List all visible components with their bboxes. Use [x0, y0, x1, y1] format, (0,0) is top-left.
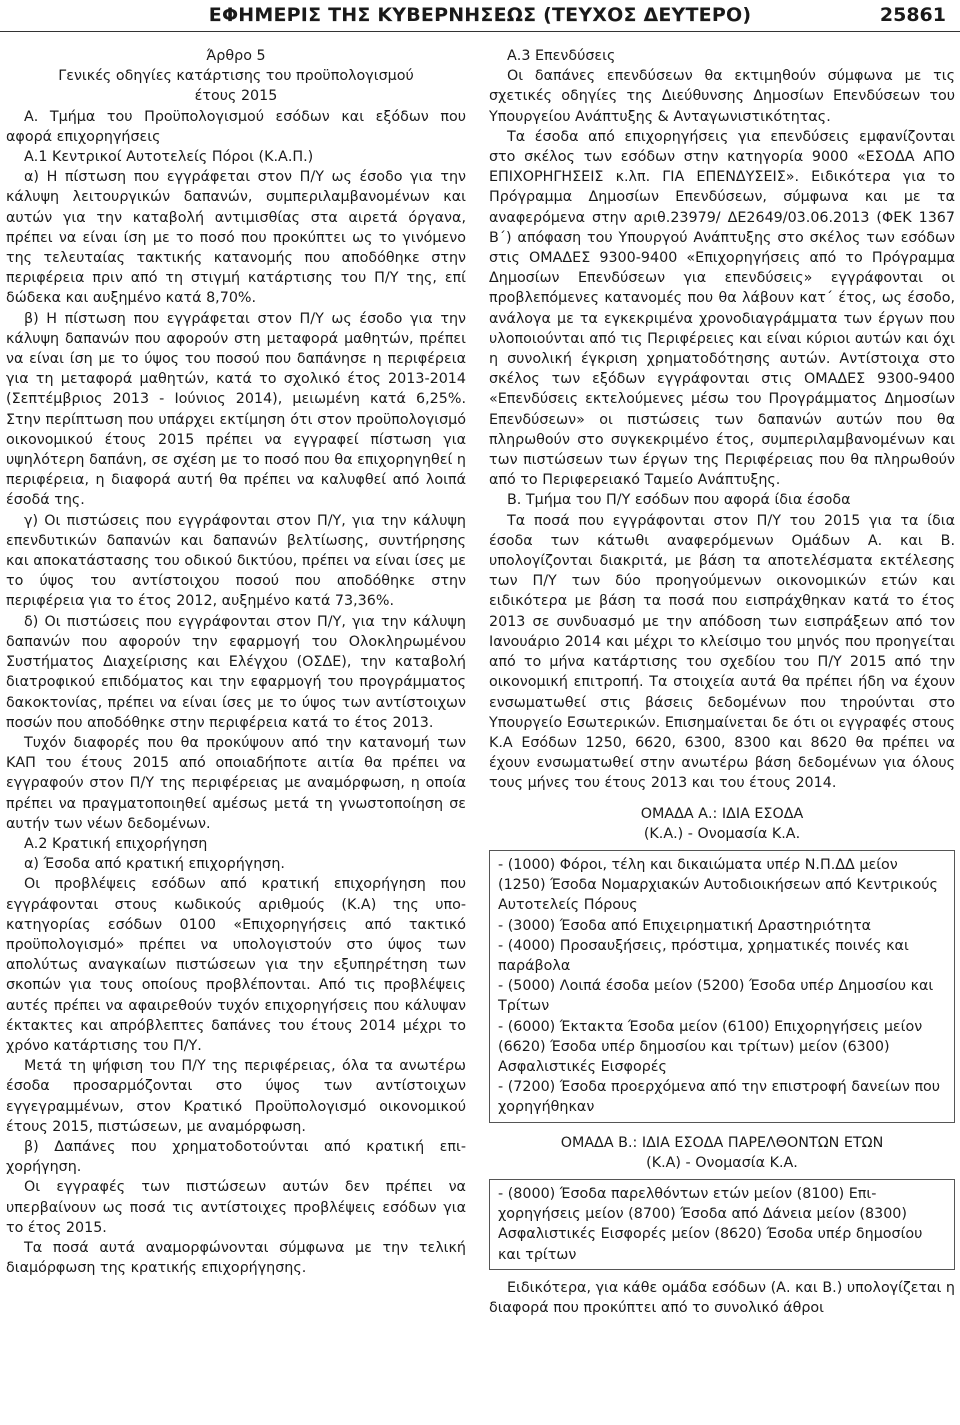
- revenue-code-item: - (7200) Έσοδα προερχόμενα από την επιστροφή δανείων που χορηγήθηκαν: [498, 1079, 941, 1116]
- right_top-paragraph: Οι δαπάνες επενδύσεων θα εκτιμηθούν σύμφωνα με τις σχετικές οδηγίες της Διεύθυνσης Δημοσίων Επενδύσεων του Υπουργείου Ανάπτυξης & Ανταγωνιστικότητας.: [489, 68, 955, 125]
- group-b-title-line2: (Κ.Α) - Ονομασία Κ.Α.: [646, 1154, 798, 1171]
- left-paragraph: Τα ποσά αυτά αναμορφώνονται σύμφωνα με την τελική διαμόρφωση της κρατικής επιχορήγησης.: [6, 1239, 466, 1277]
- page-number: 25861: [879, 4, 946, 26]
- revenue-code-item: - (1000) Φόροι, τέλη και δικαιώματα υπέρ Ν.Π.ΔΔ μείον (1250) Έσοδα Νομαρχιακών Αυτοδιοικήσεων από Κεντρικούς Αυτοτελείς Πόρους: [498, 856, 938, 914]
- right_top-paragraph: Β. Τμήμα του Π/Υ εσόδων που αφορά ίδια έσοδα: [507, 492, 851, 509]
- right_top-paragraph: Α.3 Επενδύσεις: [507, 48, 616, 64]
- right_top-paragraph: Τα έσοδα από επιχορηγήσεις για επενδύσεις εμφανίζονται στο σκέλος των εσόδων στην κατηγορία 9000 «ΕΣΟΔΑ ΑΠΟ ΕΠΙΧΟΡΗΓΗΣΕΙΣ κ.λπ. ΓΙΑ ΕΠΕΝΔΥΣΕΙΣ». Ειδικότερα για το Πρόγραμμα Δημοσίων Επενδύσεων, σύμφωνα και με τα αναφερόμενα στην αριθ.23979/ ΔΕ2649/03.06.2013 (ΦΕΚ 1367 Β΄) απόφαση του Υπουργού Ανάπτυξης στο σκέλος των εσόδων στις ΟΜΑΔΕΣ 9300-9400 «Επιχορηγήσεις από το Πρόγραμμα Δημοσίων Επενδύσεων για επενδύσεις» εγγράφονται οι προβλεπόμενες κατανομές που θα λάβουν κατ΄ έτος, ως έσοδο, ανάλογα με τα εγκεκριμένα χρονοδιαγράμματα των έργων που υλοποιούνται από τις Περιφέρειες και είναι κύριοι αυτών και όχι η συνολική έγκριση χρηματοδότησης αυτών. Αντίστοιχα στο σκέλος των εξόδων εγγράφονται στις ΟΜΑΔΕΣ 9300-9400 «Επενδύσεις εκτελούμενες μέσω του Προγράμματος Δημοσίων Επενδύσεων» οι πιστώσεις των δαπανών αυτών που θα πληρωθούν στο συγκεκριμένο έτος, συμπεριλαμβανομένων και των πιστώσεων των έργων της Περιφέρειας που θα πληρωθούν από το Περιφερειακό Ταμείο Ανάπτυξης.: [489, 128, 955, 489]
- left-paragraph: Άρθρο 5: [206, 48, 266, 64]
- left-paragraph: Τυχόν διαφορές που θα προκύψουν από την κατανομή των ΚΑΠ του έτους 2015 από οποιαδήποτε αιτία θα πρέπει να εγγραφούν στον Π/Υ της περιφέρειας με αναμόρφωση, η οποία πρέπει να πραγματοποιηθεί αμέσως μετά τη γνωστοποίηση σε αυτήν των νέων δεδομένων.: [6, 734, 466, 832]
- group-a-title: [489, 804, 955, 844]
- left-paragraph: δ) Οι πιστώσεις που εγγράφονται στον Π/Υ, για την κάλυψη δαπανών που αφορούν την εφαρμογή του Ολοκληρωμένου Συστήματος Διαχείρισης και Ελέγχου (ΟΣΔΕ), την καταβολή διατροφικού επιδόματος και την εφαρμογή του προγράμματος δακοκτονίας, πρέπει να είναι ίσες με το ύψος των αντίστοιχων ποσών που αποδόθηκε στην περιφέρεια κατά το έτος 2013.: [6, 613, 466, 731]
- revenue-code-item: - (6000) Έκτακτα Έσοδα μείον (6100) Επιχορηγήσεις μείον (6620) Έσοδα υπέρ δημοσίου και τρίτων) μείον (6300) Ασφαλιστικές Εισφορές: [498, 1018, 923, 1075]
- left-paragraph: Οι προβλέψεις εσόδων από κρατική επιχορήγηση που εγγράφονται στους κωδικούς αριθμούς (Κ.Α) της υποκατηγορίας εσόδων 0100 «Επιχορηγήσεις από τακτικό προϋπολογισμό» πρέπει να υπολογιστούν στο ύψος των απολύτως αναγκαίων πιστώσεων για την εξυπηρέτηση των σκοπών για τους οποίους προβλέπονται. Από τις προβλέψεις αυτές πρέπει να αφαιρεθούν τυχόν επιχορηγήσεις που κάλυψαν έκτακτες και απρόβλεπτες δαπάνες του έτους 2014 μέχρι το χρόνο κατάρτισης του Π/Υ.: [6, 876, 466, 1054]
- left-paragraph: Α.2 Κρατική επιχορήγηση: [24, 835, 208, 852]
- gazette-title: ΕΦΗΜΕΡΙΣ ΤΗΣ ΚΥΒΕΡΝΗΣΕΩΣ (ΤΕΥΧΟΣ ΔΕΥΤΕΡΟ): [208, 4, 752, 26]
- left-paragraph: α) Η πίστωση που εγγράφεται στον Π/Υ ως έσοδο για την κάλυψη λειτουργικών δαπανών, συμπεριλαμβανομένων και αυτών για την καταβολή αντιμισθίας στα αιρετά όργανα, πρέπει να είναι ίση με το ποσό που προκύπτει ως το γινόμενο της τελευταίας τακτικής κατανομής που αποδόθηκε στην περιφέρεια πριν από τη στιγμή κατάρτισης του Π/Υ της, επί δώδεκα και αυξημένο κατά 8,70%.: [6, 169, 466, 307]
- closing-paragraph: Ειδικότερα, για κάθε ομάδα εσόδων (Α. και Β.) υπολογίζεται η διαφορά που προκύπτει από το συνολικό άθροι: [489, 1279, 955, 1316]
- left-paragraph: Γενικές οδηγίες κατάρτισης του προϋπολογισμού: [58, 68, 414, 85]
- header-rule: [0, 31, 960, 32]
- revenue-code-item: - (4000) Προσαυξήσεις, πρόστιμα, χρηματικές ποινές και παράβολα: [498, 937, 909, 974]
- right_top-paragraph: Τα ποσά που εγγράφονται στον Π/Υ του 2015 για τα ίδια έσοδα των κάτωθι αναφερόμενων Ομάδων Α. και Β. υπολογίζονται διακριτά, με βάση τα αποτελέσματα εκτέλεσης των Π/Υ των δύο προηγούμενων οικονομικών ετών και ειδικότερα με βάση τα ποσά που εισπράχθηκαν κατά το έτος 2013 σε συνδυασμό με την απόδοση των εισπράξεων από τον Ιανουάριο 2014 και μέχρι το κλείσιμο του μηνός που προηγείται από το μήνα κατάρτισης του σχεδίου του Π/Υ 2015 από την οικονομική επιτροπή. Τα στοιχεία αυτά θα πρέπει ήδη να έχουν ενσωματωθεί στις βάσεις δεδομένων που τηρούνται στο Υπουργείο Εσωτερικών. Επισημαίνεται δε ότι οι εγγραφές στους Κ.Α Εσόδων 1250, 6620, 6300, 8300 και 8620 θα πρέπει να έχουν ενσωματωθεί στην ανωτέρω βάση δεδομένων για όλους τους μήνες του έτους 2013 και του έτους 2014.: [489, 512, 955, 792]
- group-b-title-line1: ΟΜΑΔΑ Β.: ΙΔΙΑ ΕΣΟΔΑ ΠΑΡΕΛΘΟΝΤΩΝ ΕΤΩΝ: [560, 1134, 884, 1151]
- left-paragraph: α) Έσοδα από κρατική επιχορήγηση.: [24, 856, 285, 873]
- revenue-code-item: - (5000) Λοιπά έσοδα μείον (5200) Έσοδα υπέρ Δημοσίου και Τρίτων: [498, 978, 934, 1015]
- right-column-text: [489, 46, 955, 794]
- revenue-code-item: - (8000) Έσοδα παρελθόντων ετών μείον (8100) Επιχορηγήσεις μείον (8700) Έσοδα από Δάνεια μείον (8300) Ασφαλιστικές Εισφορές μείον (8620) Έσοδα υπέρ δημοσίου και τρίτων: [498, 1185, 923, 1263]
- group-a-box: [489, 850, 955, 1123]
- left-paragraph: Α.1 Κεντρικοί Αυτοτελείς Πόροι (Κ.Α.Π.): [24, 149, 314, 166]
- left-paragraph: γ) Οι πιστώσεις που εγγράφονται στον Π/Υ, για την κάλυψη επενδυτικών δαπανών και δαπανών βελτίωσης, συντήρησης και αποκατάστασης του οδικού δικτύου, πρέπει να είναι ίσες με το ύψος του αντίστοιχου ποσού που αποδόθηκε στην περιφέρεια για το έτος 2012, αυξημένο κατά 73,36%.: [6, 512, 466, 610]
- left-paragraph: β) Δαπάνες που χρηματοδοτούνται από κρατική επιχορήγηση.: [6, 1138, 466, 1176]
- group-a-title-line1: ΟΜΑΔΑ Α.: ΙΔΙΑ ΕΣΟΔΑ: [640, 805, 804, 822]
- group-b-title: [489, 1133, 955, 1173]
- left-paragraph: Μετά τη ψήφιση του Π/Υ της περιφέρειας, όλα τα ανωτέρω έσοδα προσαρμόζονται στο ύψος των αντίστοιχων εγγεγραμμένων, στον Κρατικό Προϋπολογισμό οικονομικού έτους 2015, πιστώσεων, με αναμόρφωση.: [6, 1058, 466, 1135]
- group-a-title-line2: (Κ.Α.) - Ονομασία Κ.Α.: [643, 825, 801, 842]
- revenue-code-item: - (3000) Έσοδα από Επιχειρηματική Δραστηριότητα: [498, 917, 872, 934]
- left-paragraph: β) Η πίστωση που εγγράφεται στον Π/Υ ως έσοδο για την κάλυψη δαπανών που αφορούν στη μεταφορά μαθητών, πρέπει να είναι ίση με το ύψος του ποσού που δαπάνησε η περιφέρεια για τη μεταφορά μαθητών, κατά το σχολικό έτος 2013-2014 (Σεπτέμβριος 2013 - Ιούνιος 2014), μειωμένη κατά 6,25%. Στην περίπτωση που υπάρχει εκτίμηση ότι στον προϋπολογισμό οικονομικού έτους 2015 πρέπει να εγγραφεί πίστωση για υψηλότερη δαπάνη, σε σχέση με το ποσό που θα επιχορηγηθεί η περιφέρεια, η διαφορά αυτή θα πρέπει να καλυφθεί από λοιπά έσοδά της.: [6, 310, 466, 509]
- group-b-box: [489, 1179, 955, 1270]
- page-header: [0, 0, 960, 38]
- right-column: [489, 46, 955, 1318]
- left-column: [6, 46, 466, 1278]
- left-paragraph: Οι εγγραφές των πιστώσεων αυτών δεν πρέπει να υπερβαίνουν ως ποσά τις αντίστοιχες προβλέψεις εσόδων για το έτος 2015.: [6, 1179, 466, 1236]
- left-paragraph: έτους 2015: [194, 88, 278, 105]
- left-paragraph: Α. Τμήμα του Προϋπολογισμού εσόδων και εξόδων που αφορά επιχορηγήσεις: [6, 108, 466, 145]
